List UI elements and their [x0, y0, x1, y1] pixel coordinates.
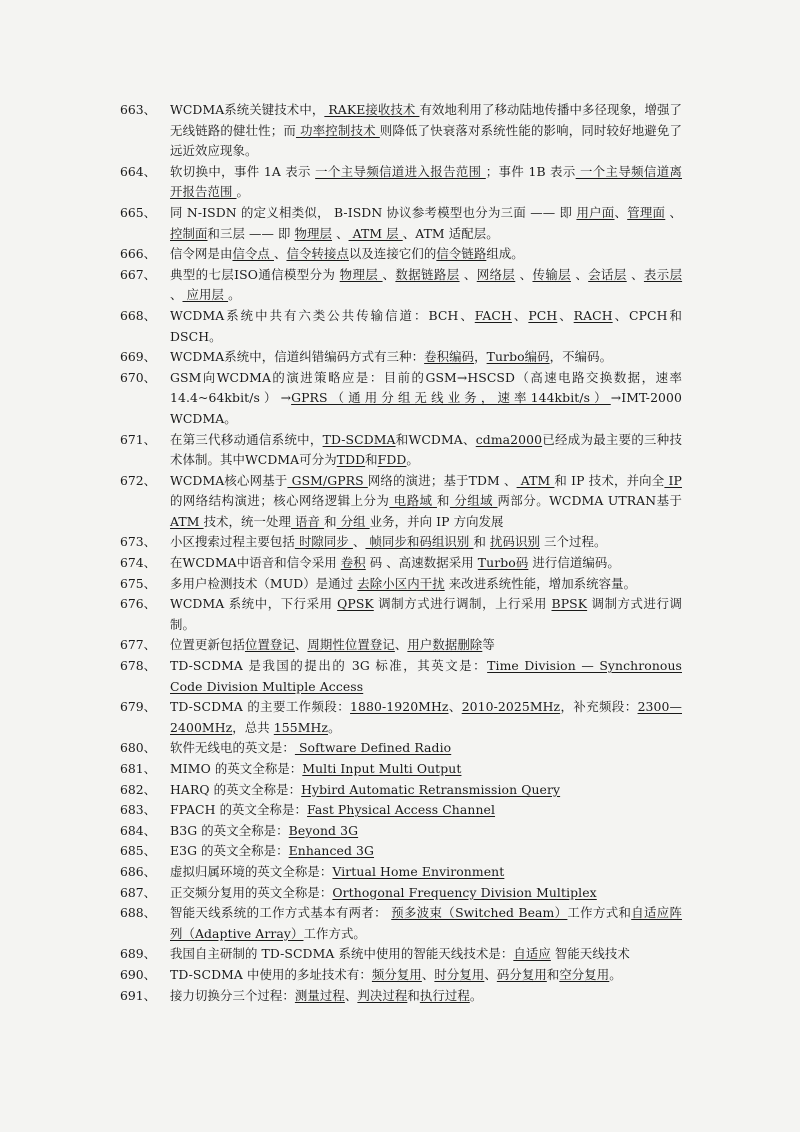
question-text: 、ATM 适配层。	[402, 225, 499, 241]
item-text	[170, 800, 682, 821]
item-number: 675、	[120, 575, 157, 591]
answer-blank: 网络层	[476, 266, 516, 282]
question-text: 调制方式进行调制。	[170, 596, 682, 632]
list-item	[120, 265, 682, 306]
answer-blank: 表示层	[643, 266, 683, 282]
list-item	[120, 594, 682, 635]
question-text: 的网络结构演进；核心网络逻辑上分为	[170, 493, 390, 509]
list-item	[120, 553, 682, 574]
list-item	[120, 244, 682, 265]
question-text: 两部分。WCDMA UTRAN基于	[497, 493, 682, 509]
question-text: 智能天线系统的工作方式基本有两者：	[170, 905, 392, 921]
question-text: 业务，并向 IP 方向发展	[369, 513, 504, 529]
item-text	[170, 965, 682, 986]
question-text: 位置更新包括	[170, 637, 245, 653]
answer-blank: 信令转接点	[286, 246, 349, 262]
item-number: 679、	[120, 699, 157, 715]
item-text	[170, 532, 682, 553]
question-text: 、	[511, 307, 529, 323]
list-item	[120, 986, 682, 1007]
question-text: 多用户检测技术（MUD）是通过	[170, 575, 358, 591]
item-number: 670、	[120, 369, 157, 385]
answer-blank: BPSK	[551, 596, 588, 612]
answer-blank: 物理层	[339, 266, 383, 282]
list-item	[120, 821, 682, 842]
answer-blank: Orthogonal Frequency Division Multiplex	[332, 884, 597, 900]
item-text	[170, 821, 682, 842]
answer-blank: Time Division — Synchronous Code Division Multiple Access	[170, 658, 682, 694]
list-item	[120, 697, 682, 738]
item-text	[170, 903, 682, 944]
question-list	[120, 100, 682, 1006]
list-item	[120, 203, 682, 244]
question-text: ，不编码。	[549, 349, 613, 365]
list-item	[120, 656, 682, 697]
answer-blank: Beyond 3G	[288, 822, 359, 838]
answer-blank: TDD	[336, 452, 366, 468]
list-item	[120, 430, 682, 471]
answer-blank: GSM/GPRS	[287, 472, 368, 488]
item-number: 684、	[120, 822, 157, 838]
answer-blank: 用户数据删除	[407, 637, 483, 653]
answer-blank: 预多波束（Switched Beam）	[391, 905, 568, 921]
question-text: ，	[474, 349, 487, 365]
item-text	[170, 306, 682, 347]
question-text: 技术，统一处理	[203, 513, 291, 529]
answer-blank: Turbo码	[477, 555, 529, 571]
list-item	[120, 944, 682, 965]
question-text: WCDMA系统中共有六类公共传输信道：BCH、	[170, 307, 475, 323]
item-text	[170, 368, 682, 430]
answer-blank: 卷积	[340, 555, 366, 571]
question-text: 工作方式和	[567, 905, 632, 921]
list-item	[120, 903, 682, 944]
item-number: 680、	[120, 740, 157, 756]
item-number: 690、	[120, 966, 157, 982]
question-text: 在第三代移动通信系统中，	[170, 431, 323, 447]
question-text: 软切换中，事件 1A 表示	[170, 163, 316, 179]
list-item	[120, 841, 682, 862]
question-text: 。	[328, 719, 341, 735]
question-text: TD-SCDMA 是我国的提出的 3G 标准，其英文是：	[170, 658, 488, 674]
item-number: 681、	[120, 761, 157, 776]
list-item	[120, 368, 682, 430]
item-text	[170, 738, 682, 759]
question-text: TD-SCDMA 中使用的多址技术有：	[170, 966, 372, 982]
item-number: 687、	[120, 884, 157, 900]
item-text	[170, 986, 682, 1007]
item-text	[170, 594, 682, 635]
answer-blank: 传输层	[532, 266, 571, 282]
answer-blank: 频分复用	[371, 966, 422, 982]
question-text: B3G 的英文全称是：	[170, 822, 289, 838]
question-text: 、	[557, 307, 574, 323]
question-text: 软件无线电的英文是：	[170, 740, 295, 756]
item-number: 671、	[120, 431, 157, 447]
question-text: 进行信道编码。	[528, 555, 620, 571]
answer-blank: 判决过程	[357, 987, 408, 1003]
list-item	[120, 883, 682, 904]
answer-blank: RAKE接收技术	[324, 102, 420, 117]
question-text: 正交频分复用的英文全称是：	[170, 884, 333, 900]
list-item	[120, 738, 682, 759]
question-text: 码 、高速数据采用	[365, 555, 478, 571]
answer-blank: 扰码识别	[490, 534, 540, 550]
question-text: 等	[482, 637, 495, 653]
question-text: 和	[324, 513, 337, 529]
item-number: 668、	[120, 307, 157, 323]
item-text	[170, 883, 682, 904]
question-text: 我国自主研制的 TD-SCDMA 系统中使用的智能天线技术是：	[170, 946, 514, 962]
answer-blank: 测量过程	[294, 987, 345, 1003]
item-number: 688、	[120, 905, 157, 921]
item-text	[170, 862, 682, 883]
question-text: 、CPCH和DSCH。	[170, 307, 682, 344]
question-text: 、	[170, 287, 183, 303]
question-text: 小区搜索过程主要包括	[170, 534, 295, 550]
answer-blank: 数据链路层	[395, 266, 460, 282]
question-text: GSM向WCDMA的演进策略应是：目前的GSM→HSCSD（高速电路交换数据，速率 14.4~64kbit/s）→	[170, 369, 682, 406]
answer-blank: 控制面	[170, 225, 208, 241]
question-text: 和	[436, 493, 450, 509]
question-text: TD-SCDMA 的主要工作频段：	[170, 699, 351, 715]
item-number: 664、	[120, 163, 157, 179]
item-number: 686、	[120, 863, 157, 879]
question-text: 、	[614, 204, 628, 220]
item-number: 665、	[120, 204, 157, 220]
question-text: 、	[570, 266, 589, 282]
question-text: FPACH 的英文全称是：	[170, 802, 308, 818]
list-item	[120, 532, 682, 553]
item-number: 666、	[120, 246, 157, 262]
answer-blank: 去除小区内干扰	[357, 575, 445, 591]
answer-blank: ATM 层	[348, 225, 403, 241]
question-text: 典型的七层ISO通信模型分为	[170, 266, 340, 282]
item-number: 677、	[120, 637, 157, 653]
answer-blank: 分组	[336, 513, 370, 529]
question-text: 虚拟归属环境的英文全称是：	[170, 863, 333, 879]
item-number: 683、	[120, 802, 157, 818]
question-text: 组成。	[486, 246, 524, 262]
answer-blank: 信令点	[232, 246, 274, 262]
question-text: 、	[626, 266, 644, 282]
question-text: 、	[459, 266, 477, 282]
answer-blank: 2300—2400MHz	[170, 699, 682, 735]
question-text: 、	[394, 637, 408, 653]
answer-blank: 位置登记	[244, 637, 295, 653]
item-text	[170, 574, 682, 595]
list-item	[120, 100, 682, 162]
item-number: 676、	[120, 596, 157, 612]
answer-blank: 执行过程	[419, 987, 470, 1003]
answer-blank: ATM	[516, 472, 555, 488]
item-text	[170, 203, 682, 244]
answer-blank: FDD	[377, 452, 407, 468]
answer-blank: Virtual Home Environment	[332, 863, 505, 879]
item-number: 682、	[120, 781, 157, 797]
question-text: 有效地利用了移动陆地传播中多径现象，增强了无线链路的健壮性；而	[170, 102, 682, 138]
answer-blank: Enhanced 3G	[288, 843, 375, 859]
item-number: 663、	[120, 102, 157, 117]
item-number: 691、	[120, 987, 157, 1003]
answer-blank: 物理层	[294, 225, 333, 241]
question-text: WCDMA 系统中，下行采用	[170, 596, 338, 612]
item-text	[170, 697, 682, 738]
list-item	[120, 347, 682, 368]
question-text: 、	[448, 699, 462, 715]
question-text: 网络的演进；基于TDM 、	[367, 472, 517, 488]
item-text	[170, 347, 682, 368]
item-text	[170, 162, 682, 203]
list-item	[120, 635, 682, 656]
answer-blank: 155MHz	[273, 719, 329, 735]
question-text: ，总共	[232, 719, 274, 735]
answer-blank: 分组域	[449, 493, 498, 509]
item-number: 667、	[120, 266, 157, 282]
item-number: 678、	[120, 658, 157, 674]
item-text	[170, 944, 682, 965]
answer-blank: 2010-2025MHz	[461, 699, 561, 715]
question-text: 。	[228, 287, 241, 303]
question-text: WCDMA核心网基于	[170, 472, 288, 488]
question-text: 和	[546, 966, 560, 982]
answer-blank: RACH	[573, 307, 613, 323]
answer-blank: 码分复用	[496, 966, 547, 982]
question-text: 、	[352, 534, 366, 550]
question-text: 、	[382, 266, 396, 282]
question-text: 、	[421, 966, 435, 982]
answer-blank: Fast Physical Access Channel	[307, 802, 496, 818]
list-item	[120, 471, 682, 533]
answer-blank: 自适应阵列（Adaptive Array）	[170, 905, 683, 941]
answer-blank: Multi Input Multi Output	[302, 761, 462, 776]
answer-blank: 会话层	[588, 266, 627, 282]
answer-blank: Hybird Automatic Retransmission Query	[301, 781, 561, 797]
question-text: 在WCDMA中语音和信令采用	[170, 555, 341, 571]
answer-blank: GPRS（通用分组无线业务，速率144kbit/s）	[291, 390, 611, 406]
item-text	[170, 100, 682, 162]
list-item	[120, 800, 682, 821]
question-text: 和 IP 技术，并向全	[554, 472, 665, 488]
question-text: 以及连接它们的	[348, 246, 437, 262]
item-text	[170, 841, 682, 862]
question-text: 、	[484, 966, 497, 982]
question-text: E3G 的英文全称是：	[170, 843, 289, 859]
answer-blank: Turbo编码	[486, 349, 550, 365]
item-text	[170, 635, 682, 656]
question-text: 。	[609, 966, 622, 982]
question-text: 则降低了快衰落对系统性能的影响，同时较好地避免了远近效应现象。	[170, 122, 682, 159]
item-number: 669、	[120, 349, 157, 365]
list-item	[120, 965, 682, 986]
question-text: 、	[294, 637, 308, 653]
question-text: 、	[515, 266, 533, 282]
question-text: 。	[236, 184, 249, 200]
answer-blank: 功率控制技术	[295, 122, 380, 138]
question-text: WCDMA系统中，信道纠错编码方式有三种：	[170, 349, 425, 365]
list-item	[120, 780, 682, 801]
question-text: 。	[469, 987, 483, 1003]
question-text: 已经成为最主要的三种技术体制。其中WCDMA可分为	[170, 431, 682, 468]
question-text: ；事件 1B 表示	[485, 163, 576, 179]
list-item	[120, 862, 682, 883]
answer-blank: 信令链路	[436, 246, 487, 262]
answer-blank: 一个主导频信道进入报告范围	[315, 163, 486, 179]
item-number: 689、	[120, 946, 157, 962]
answer-blank: FACH	[474, 307, 512, 323]
question-text: 、	[273, 246, 287, 262]
question-text: 、	[344, 987, 358, 1003]
answer-blank: 卷积编码	[424, 349, 475, 365]
question-text: 和	[407, 987, 420, 1003]
question-text: →IMT-2000 WCDMA。	[170, 390, 682, 426]
answer-blank: Software Defined Radio	[294, 740, 452, 756]
answer-blank: PCH	[528, 307, 558, 323]
answer-blank: 应用层	[182, 287, 229, 303]
answer-blank: 时隙同步	[294, 534, 353, 550]
answer-blank: 自适应	[513, 946, 551, 962]
answer-blank: 空分复用	[559, 966, 610, 982]
item-number: 673、	[120, 534, 157, 550]
question-text: 智能天线技术	[550, 946, 630, 962]
item-text	[170, 265, 682, 306]
answer-blank: 时分复用	[434, 966, 485, 982]
question-text: 和	[365, 452, 378, 468]
question-text: 和WCDMA、	[395, 431, 476, 447]
question-text: 。	[406, 452, 419, 468]
question-text: 信令网是由	[170, 246, 233, 262]
question-text: 三个过程。	[539, 534, 607, 550]
list-item	[120, 759, 682, 780]
answer-blank: 语音	[291, 513, 325, 529]
answer-blank: TD-SCDMA	[322, 431, 396, 447]
item-text	[170, 656, 682, 697]
question-text: HARQ 的英文全称是：	[170, 781, 302, 797]
question-text: WCDMA系统关键技术中，	[170, 102, 325, 117]
item-number: 672、	[120, 472, 157, 488]
answer-blank: 管理面	[627, 204, 666, 220]
answer-blank: 电路域	[389, 493, 437, 509]
item-number: 674、	[120, 555, 157, 571]
item-number: 685、	[120, 843, 157, 859]
question-text: 工作方式。	[303, 925, 366, 941]
question-text: 、	[665, 204, 682, 220]
question-text: ，补充频段：	[560, 699, 638, 715]
question-text: 和三层 —— 即	[207, 225, 295, 241]
answer-blank: IP	[664, 472, 682, 488]
item-text	[170, 759, 682, 780]
list-item	[120, 306, 682, 347]
item-text	[170, 780, 682, 801]
question-text: 、	[332, 225, 349, 241]
item-text	[170, 553, 682, 574]
question-text: MIMO 的英文全称是：	[170, 761, 303, 776]
answer-blank: 周期性位置登记	[307, 637, 395, 653]
question-text: 调制方式进行调制，上行采用	[373, 596, 552, 612]
answer-blank: QPSK	[337, 596, 374, 612]
question-text: 同 N-ISDN 的定义相类似， B-ISDN 协议参考模型也分为三面 —— 即	[170, 204, 577, 220]
item-text	[170, 244, 682, 265]
item-text	[170, 430, 682, 471]
answer-blank: 1880-1920MHz	[350, 699, 449, 715]
question-text: 和	[473, 534, 490, 550]
question-text: 来改进系统性能，增加系统容量。	[444, 575, 637, 591]
answer-blank: 帧同步和码组识别	[365, 534, 474, 550]
answer-blank: 一个主导频信道离开报告范围	[170, 163, 682, 200]
item-text	[170, 471, 682, 533]
answer-blank: cdma2000	[475, 431, 543, 447]
list-item	[120, 162, 682, 203]
answer-blank: 用户面	[576, 204, 615, 220]
answer-blank: ATM	[170, 513, 204, 529]
question-text: 接力切换分三个过程：	[170, 987, 295, 1003]
list-item	[120, 574, 682, 595]
